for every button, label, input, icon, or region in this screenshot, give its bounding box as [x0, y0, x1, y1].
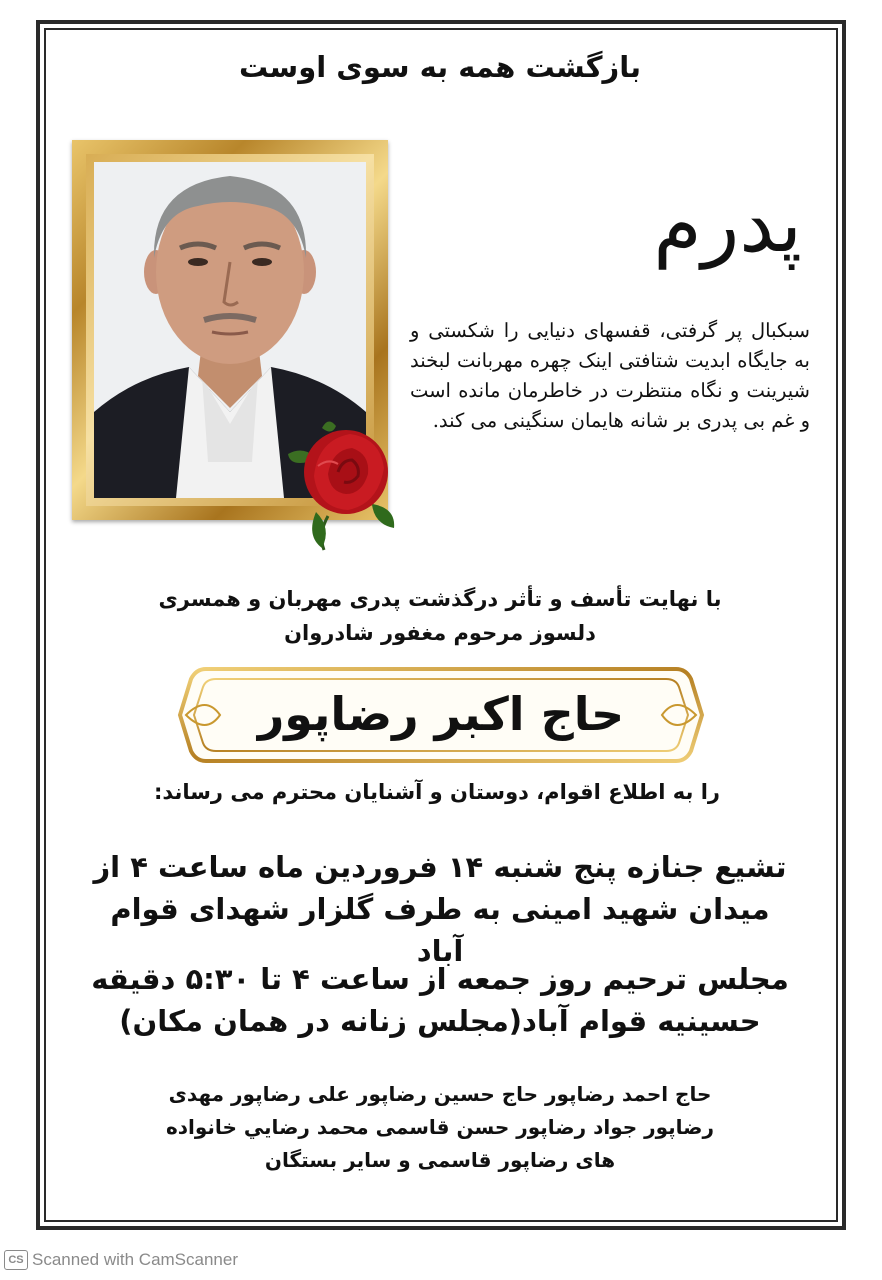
funeral-info — [90, 846, 790, 972]
red-rose-icon — [288, 416, 400, 552]
family-line-1: حاج احمد رضاپور حاج حسین رضاپور علی رضاپور مهدی — [168, 1082, 712, 1106]
watermark-text: Scanned with CamScanner — [32, 1250, 239, 1269]
family-line-3: های رضاپور قاسمی و سایر بستگان — [264, 1148, 616, 1172]
intro-text — [110, 582, 770, 650]
camscanner-logo-icon: CS — [4, 1250, 28, 1270]
notify-text: را به اطلاع اقوام، دوستان و آشنایان محترم می رساند: — [153, 780, 720, 804]
memorial-info — [90, 958, 790, 1042]
family-list — [120, 1078, 760, 1177]
intro-line-2: دلسوز مرحوم مغفور شادروان — [284, 621, 596, 645]
poem-text: سبکبال پر گرفتی، قفسهای دنیایی را شکستی و به جایگاه ابدیت شتافتی اینک چهره مهربانت لبخند شیرینت و نگاه منتظرت در خاطرمان مانده است و غم بی پدری بر شانه هایمان سنگینی می کند. — [410, 319, 810, 432]
father-title: پدرم — [653, 180, 802, 270]
memorial-line-1: مجلس ترحیم روز جمعه از ساعت ۴ تا ۵:۳۰ دقیقه — [91, 962, 789, 996]
memorial-line-2: حسینیه قوام آباد(مجلس زنانه در همان مکان) — [119, 1004, 761, 1038]
scanner-watermark — [4, 1250, 238, 1270]
intro-line-1: با نهایت تأسف و تأثر درگذشت پدری مهربان و همسری — [158, 587, 722, 611]
funeral-line-1: تشیع جنازه پنج شنبه ۱۴ فروردین ماه ساعت ۴ از — [93, 850, 787, 884]
funeral-line-2: میدان شهید امینی به طرف گلزار شهدای قوام آباد — [110, 892, 770, 968]
family-line-2: رضاپور جواد رضاپور حسن قاسمی محمد رضايي خانواده — [165, 1115, 715, 1139]
deceased-name: حاج اکبر رضاپور — [257, 687, 625, 741]
header-title: بازگشت همه به سوی اوست — [238, 50, 641, 84]
